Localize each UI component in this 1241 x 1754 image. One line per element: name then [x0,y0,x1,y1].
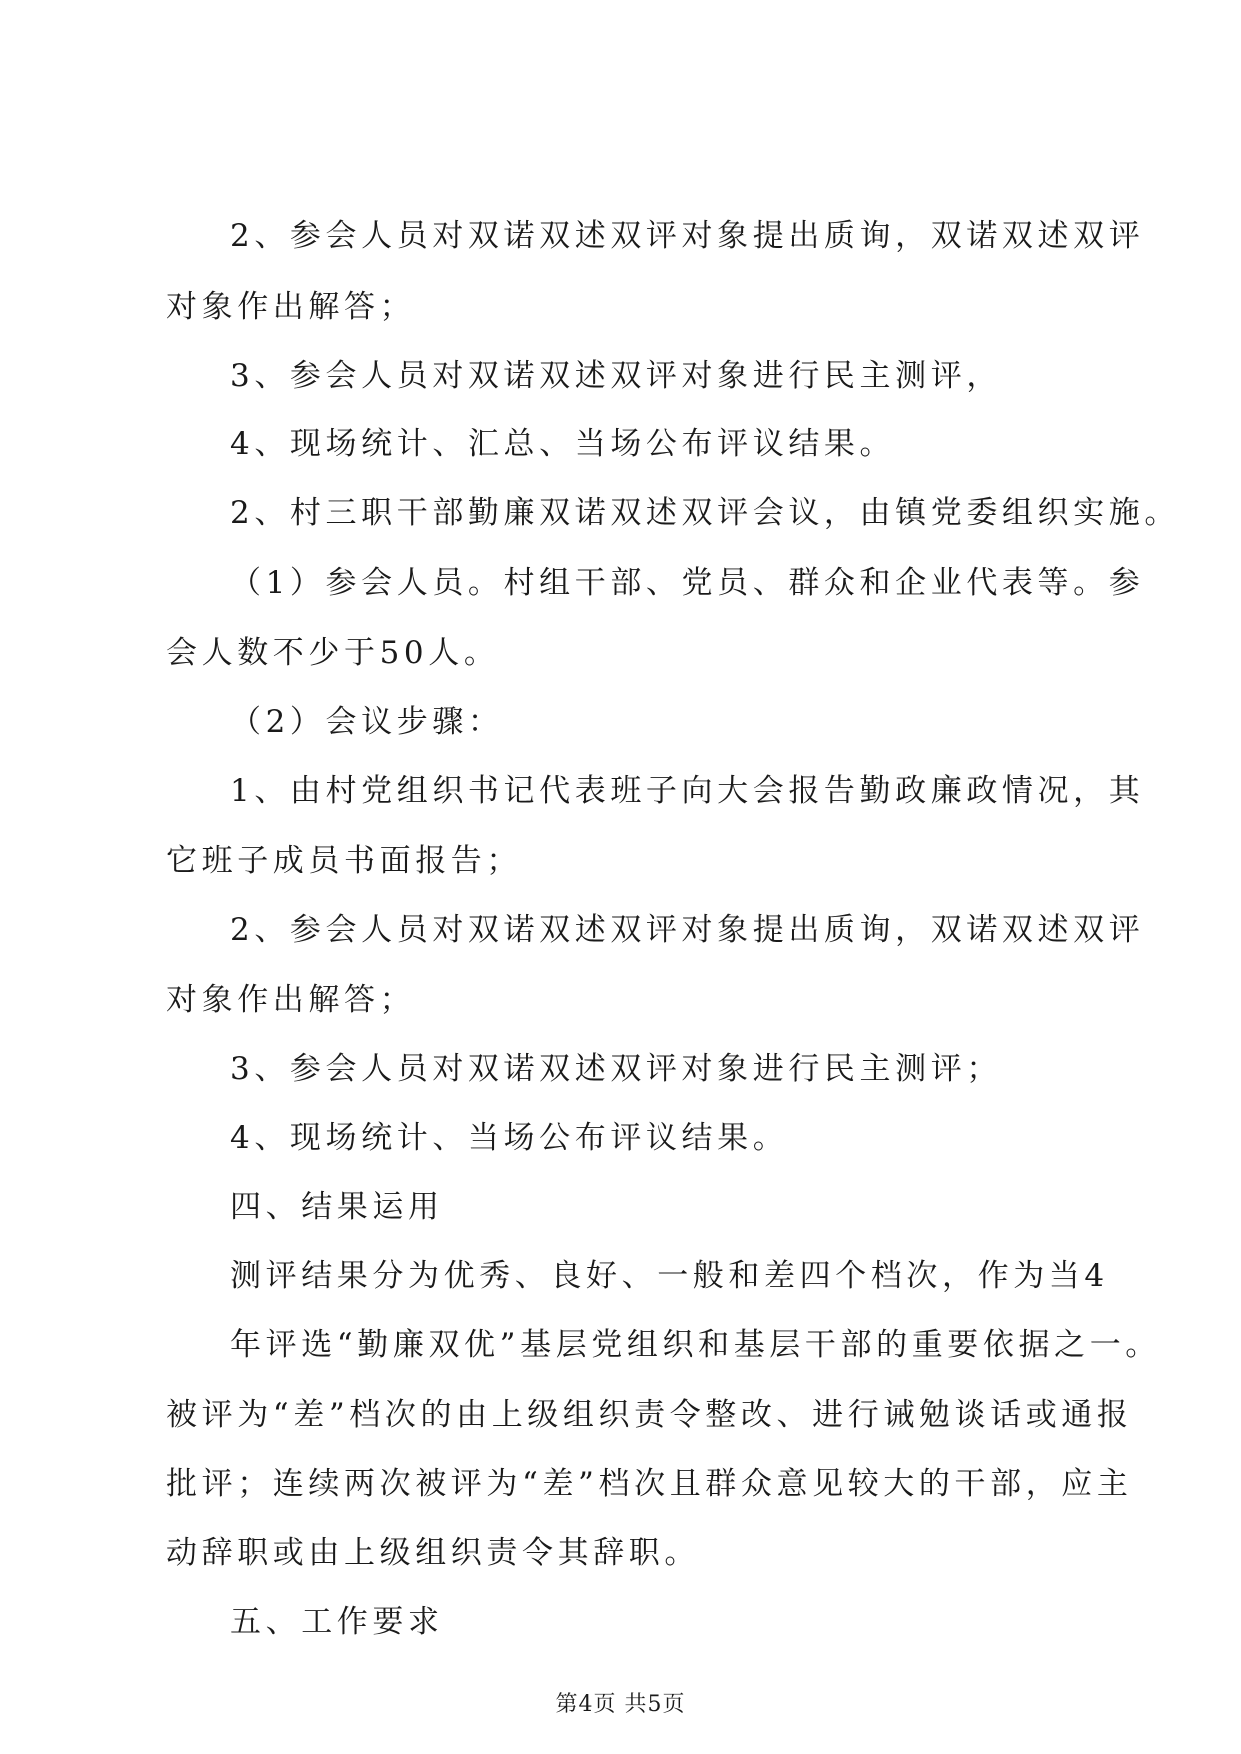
body-line: 动辞职或由上级组织责令其辞职。 [166,1534,700,1571]
page-footer: 第4页 共5页 [555,1692,686,1717]
body-line: 被评为“差”档次的由上级组织责令整改、进行诫勉谈话或通报 [166,1396,1133,1433]
body-line: 对象作出解答； [166,982,416,1019]
body-line: 2、参会人员对双诺双述双评对象提出质询，双诺双述双评 [230,912,1145,949]
body-line: 4、现场统计、汇总、当场公布评议结果。 [230,425,896,462]
body-line: 3、参会人员对双诺双述双评对象进行民主测评； [230,1051,1002,1088]
body-line: 4、现场统计、当场公布评议结果。 [230,1120,789,1157]
body-line: 对象作出解答； [166,288,416,325]
body-line: 它班子成员书面报告； [166,843,522,880]
section-heading: 五、工作要求 [230,1604,444,1640]
body-line: 会人数不少于50人。 [166,635,500,672]
body-line: （1）参会人员。村组干部、党员、群众和企业代表等。参 [230,564,1145,601]
section-heading: 四、结果运用 [230,1189,444,1226]
body-line: 1、由村党组织书记代表班子向大会报告勤政廉政情况，其 [230,773,1145,810]
body-line: 年评选“勤廉双优”基层党组织和基层干部的重要依据之一。 [230,1327,1161,1364]
body-line: 批评；连续两次被评为“差”档次且群众意见较大的干部，应主 [166,1465,1133,1502]
body-line: （2）会议步骤： [230,704,504,741]
body-line: 2、参会人员对双诺双述双评对象提出质询，双诺双述双评 [230,218,1145,254]
body-line: 2、村三职干部勤廉双诺双述双评会议，由镇党委组织实施。 [230,494,1180,531]
body-line: 测评结果分为优秀、良好、一般和差四个档次，作为当4 [230,1258,1109,1295]
body-line: 3、参会人员对双诺双述双评对象进行民主测评， [230,357,1002,394]
